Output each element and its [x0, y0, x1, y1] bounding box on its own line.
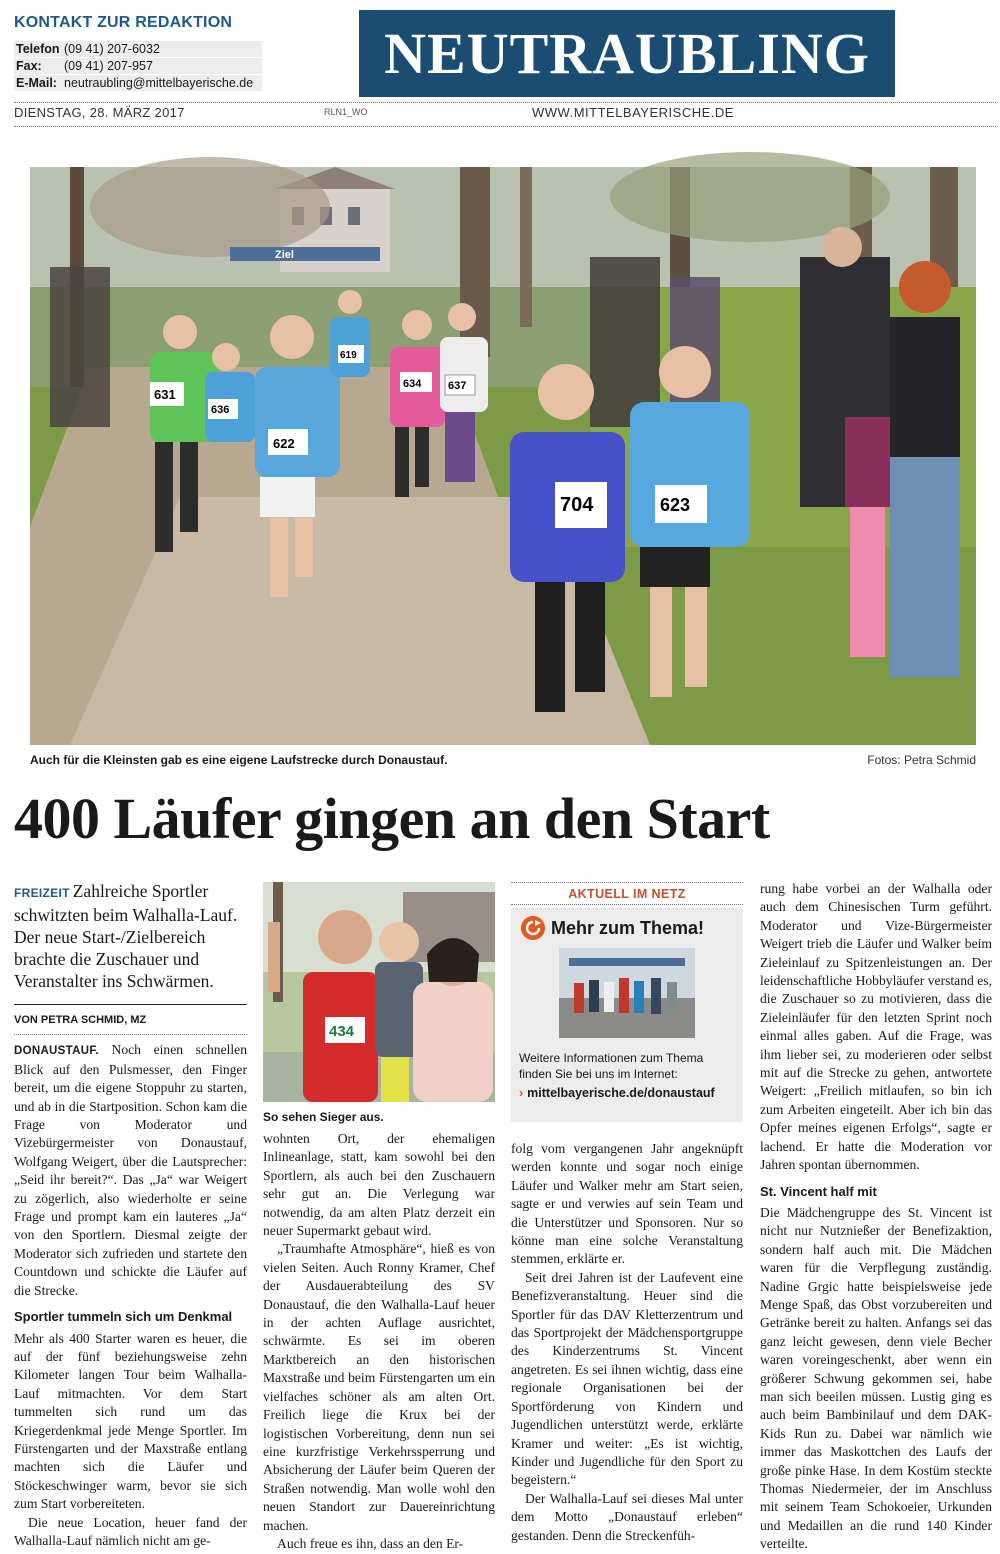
contact-email-value[interactable]: neutraubling@mittelbayerische.de [64, 76, 254, 90]
paragraph [14, 1041, 247, 1300]
bib-number: 636 [211, 404, 230, 416]
photo-credit: Fotos: Petra Schmid [867, 753, 976, 767]
online-teaser-header [521, 916, 704, 940]
refresh-arrow-icon [521, 916, 545, 940]
chevron-right-icon: › [519, 1086, 524, 1100]
teaser [14, 880, 247, 992]
online-teaser-photo [559, 948, 695, 1038]
subheading: St. Vincent half mit [760, 1183, 877, 1199]
paragraph: Der Walhalla-Lauf sei dieses Mal unter dem Motto „Donaustauf erleben“ gestanden. Denn die Streckenfüh- [511, 1490, 743, 1543]
contact-fax [14, 58, 262, 74]
paragraph: Mehr als 400 Starter waren es heuer, die auf der fünf beziehungsweise zehn Kilometer langen Tour beim Walhalla-Lauf mitmachten. Vor dem Start tummelten sich rund um das Kriegerdenkmal jede Menge Sportler. Im Fürstengarten und der Maxstraße entlang machten sich die Läufer und Stöckeschwinger warm, bevor sie sich zum Start vorbereiteten. [14, 1330, 247, 1512]
article-column-4 [760, 880, 992, 1554]
main-photo-caption-bar [30, 753, 976, 767]
winner-photo-caption: So sehen Sieger aus. [263, 1110, 384, 1124]
issue-date: DIENSTAG, 28. MÄRZ 2017 [14, 105, 185, 120]
divider [511, 904, 743, 905]
online-label: AKTUELL IM NETZ [568, 887, 686, 901]
online-teaser-photo-illustration [559, 948, 695, 1038]
dateline [14, 105, 996, 123]
main-photo-caption: Auch für die Kleinsten gab es eine eigene Laufstrecke durch Donaustauf. [30, 753, 448, 767]
subheading: Sportler tummeln sich um Denkmal [14, 1309, 233, 1325]
bib-number: 634 [403, 378, 422, 390]
winner-photo-illustration [263, 882, 495, 1102]
winner-photo [263, 882, 495, 1102]
divider [511, 882, 743, 883]
masthead [359, 10, 895, 97]
contact-phone-value: (09 41) 207-6032 [64, 42, 160, 56]
online-teaser-title: Mehr zum Thema! [551, 917, 705, 938]
article-column-2 [263, 1130, 495, 1553]
online-teaser-text: Weitere Informationen zum Thema finden Sie bei uns im Internet: [519, 1051, 704, 1081]
contact-title: KONTAKT ZUR REDAKTION [14, 14, 233, 31]
article-column-3 [511, 1140, 743, 1545]
paragraph: Auch freue es ihn, dass an den Er- [277, 1535, 464, 1551]
divider [14, 126, 996, 127]
paragraph: rung habe vorbei an der Walhalla oder auch dem Chinesischen Turm geführt. Moderator und Vize-Bürgermeister Weigert trieb die Läufer und Walker beim Zieleinlauf zu Spitzenleistungen an. Der leidenschaftliche Hobbyläufer verstand es, die Zuschauer so zu motivieren, dass die Zieleinläufer für den letzten Sprint noch einmal alles gaben. Auf die Frage, was ihm lieber sei, zu moderieren oder selbst mit auf die Strecke zu gehen, antwortete Weigert: „Freilich mitlaufen, so bin ich zum Arbeiten eingeteilt. Aber ich bin das Opfer meines eigenen Erfolgs“, sagte er lachend. Er hatte die Moderation vor Jahren spontan übernommen. [760, 881, 992, 1173]
online-teaser-url[interactable]: mittelbayerische.de/donaustauf [527, 1086, 715, 1100]
contact-phone-label: Telefon [16, 42, 60, 56]
bib-number: 623 [660, 495, 691, 515]
bib-number: 704 [560, 494, 594, 516]
teaser-text: Zahlreiche Sportler schwitzten beim Walhalla-Lauf. Der neue Start-/Zielbereich brachte die Zuschauer und Veranstalter ins Schwärmen. [14, 881, 238, 991]
main-photo-illustration [30, 167, 976, 745]
bib-number: 622 [273, 436, 295, 451]
paragraph: Seit drei Jahren ist der Laufevent eine Benefizveranstaltung. Heuer sind die Sportler für das DAV Kletterzentrum und das Sportprojekt der Mädchensportgruppe des Kinderzentrums St. Vincent angetreten. Es sei ihnen wichtig, dass eine regionale Organisationen bei der Sportförderung von Kindern und Jugendlichen unterstützt werde, erklärte Kramer und weiter: „Es ist wichtig, Kinder und Jugendliche für den Sport zu begeistern.“ [511, 1269, 743, 1488]
paragraph: „Traumhafte Atmosphäre“, hieß es von vielen Seiten. Auch Ronny Kramer, Chef der Ausdauerabteilung des SV Donaustauf, die den Walhalla-Lauf heuer in der achten Auflage ausrichtet, schwärmte. Es sei im oberen Marktbereich an den historischen Maxstraße und beim Fürstengarten um ein vielfaches schöner als am alten Ort. Freilich liege die Krux bei der logistischen Vorbereitung, denn nun sei eine kurzfristige Verkehrssperrung und Absicherung der Läufer beim Queren der Straßen notwendig. Man wolle wohl den neuen Standort zur Dauereinrichtung machen. [263, 1241, 495, 1533]
online-teaser-link[interactable] [519, 1086, 715, 1100]
headline: 400 Läufer gingen an den Start [14, 786, 770, 851]
contact-phone [14, 41, 262, 57]
paragraph-text: Noch einen schnellen Blick auf den Pulsmesser, den Finger bereit, um die eigene Stoppuhr zu starten, und ab in die Startposition. Schon kam die Frage von Moderator und Vizebürgermeister von Donaustauf, Wolfgang Weigert, über die Lautsprecher: „Seid ihr bereit?“. Das „Ja“ war Weigert zu zögerlich, also wiederholte er seine Frage und prompt kam ein lauteres „Ja“ von den Sportlern. Diesmal zeigte der Moderator sich zufrieden und startete den Countdown und schickte die Läufer auf die Strecke. [14, 1042, 247, 1298]
contact-fax-label: Fax: [16, 59, 42, 73]
contact-email [14, 75, 262, 91]
bib-number: 631 [154, 387, 176, 402]
divider [14, 1034, 247, 1035]
contact-email-label: E-Mail: [16, 76, 57, 90]
article-location: DONAUSTAUF. [14, 1045, 99, 1058]
contact-box [14, 14, 264, 92]
contact-fax-value: (09 41) 207-957 [64, 59, 153, 73]
website-link[interactable]: WWW.MITTELBAYERISCHE.DE [532, 105, 734, 120]
paragraph: Die neue Location, heuer fand der Walhalla-Lauf nämlich nicht am ge- [14, 1514, 247, 1548]
article-column-1 [14, 880, 247, 1550]
bib-number: 637 [448, 380, 467, 392]
byline: VON PETRA SCHMID, MZ [14, 1004, 247, 1029]
paragraph: wohnten Ort, der ehemaligen Inlineanlage, statt, kam sowohl bei den Sportlern, als auch bei den Zuschauern sehr gut an. Die Verlegung war notwendig, da am alten Platz derzeit ein neuer Supermarkt gebaut wird. [263, 1131, 495, 1239]
winner-bib: 434 [329, 1023, 355, 1040]
main-photo [30, 167, 976, 745]
page-code: RLN1_WO [324, 107, 368, 117]
bib-number: 619 [340, 350, 357, 361]
online-teaser-box[interactable] [511, 882, 743, 1126]
kicker: FREIZEIT [14, 886, 70, 900]
finish-banner: Ziel [275, 249, 294, 261]
paragraph: Die Mädchengruppe des St. Vincent ist nicht nur Nutznießer der Benefizaktion, sondern half auch mit. Die Mädchen waren für die Verpflegung zuständig. Nadine Grgic hatte beispielsweise jede Menge Spaß, das Obst vorzubereiten und Getränke bereit zu halten. Anfangs sei das ganz leicht gewesen, denn viele Becher waren voreingeschenkt, aber wenn ein größerer Schwung gekommen sei, habe man sich beeilen müssen. Lustig ging es auch beim Bambinilauf und dem DAK-Kids Run zu. Dabei war nämlich wie immer das Maskottchen des Laufs der große pinke Hase. In dem Kostüm steckte Thomas Niedermeier, der im Anschluss mit seinem Team Schokoeier, Urkunden und Medaillen an die rund 140 Kinder verteilte. [760, 1204, 992, 1552]
divider [14, 102, 996, 103]
paragraph: folg vom vergangenen Jahr angeknüpft werden konnte und sogar noch einige Läufer und Walker mehr am Start seien, sagte er und verwies auf sein Team und die Unterstützer und Sponsoren. Nur so könne man eine solche Veranstaltung stemmen, erklärte er. [511, 1141, 743, 1267]
masthead-title: NEUTRAUBLING [384, 21, 870, 86]
online-teaser-panel [511, 908, 743, 1122]
